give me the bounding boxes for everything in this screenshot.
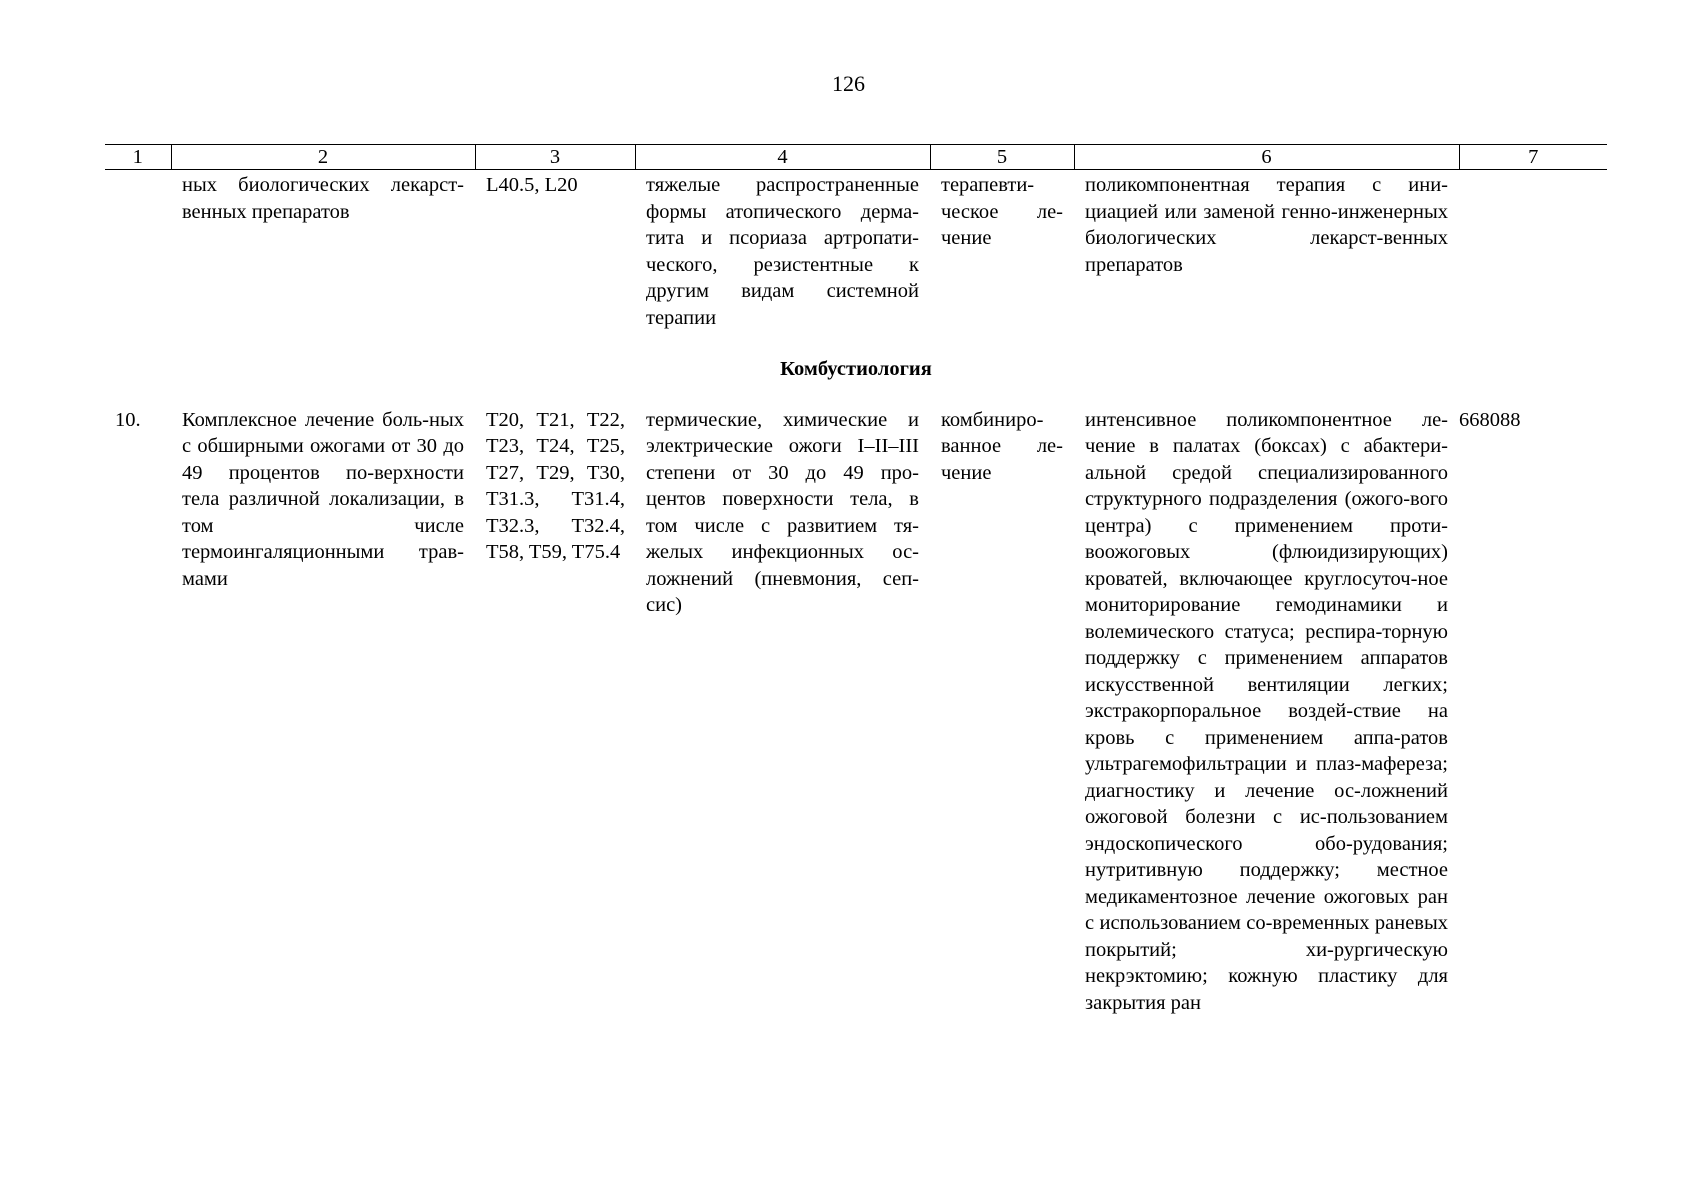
column-header-2: 2 bbox=[171, 145, 475, 170]
cell-treatment-type: комбиниро-ванное ле-чение bbox=[941, 408, 1063, 484]
column-header-1: 1 bbox=[105, 145, 171, 170]
cell-treatment-method: поликомпонентная терапия с ини-циацией или заменой генно-инженерных биологических лекарст-венных препаратов bbox=[1085, 174, 1448, 276]
section-heading-row bbox=[105, 331, 1607, 407]
table-row bbox=[105, 407, 1607, 1017]
column-header-5: 5 bbox=[930, 145, 1074, 170]
column-header-6: 6 bbox=[1074, 145, 1459, 170]
column-header-4: 4 bbox=[635, 145, 930, 170]
medical-care-table bbox=[105, 144, 1607, 1016]
section-heading: Комбустиология bbox=[780, 358, 932, 380]
cell-patient-model: тяжелые распространенные формы атопического дерма-тита и псориаза артропати-ческого, резистентные к другим видам системной терапии bbox=[646, 174, 919, 329]
cell-number bbox=[105, 170, 171, 332]
column-header-7: 7 bbox=[1459, 145, 1607, 170]
cell-price bbox=[1459, 170, 1607, 332]
cell-treatment-type: терапевти-ческое ле-чение bbox=[941, 174, 1063, 249]
column-header-3: 3 bbox=[475, 145, 635, 170]
column-number-header-row bbox=[105, 145, 1607, 170]
cell-patient-model: термические, химические и электрические ожоги I–II–III степени от 30 до 49 про-центов поверхности тела, в том числе с развитием тя-желых инфекционных ос-ложнений (пневмония, сеп-сис) bbox=[646, 408, 919, 616]
cell-treatment-method: интенсивное поликомпонентное ле-чение в палатах (боксах) с абактери-альной средой специализированного структурного подразделения (ожого-вого центра) с применением проти-воожоговых (флюидизирующих) кроватей, включающее круглосуточ-ное мониторирование гемодинамики и волемического статуса; респира-торную поддержку с применением аппаратов искусственной вентиляции легких; экстракорпоральное воздей-ствие на кровь с применением аппа-ратов ультрагемофильтрации и плаз-мафереза; диагностику и лечение ос-ложнений ожоговой болезни с ис-пользованием эндоскопического обо-рудования; нутритивную поддержку; местное медикаментозное лечение ожоговых ран с использованием со-временных раневых покрытий; хи-рургическую некрэктомию; кожную пластику для закрытия ран bbox=[1085, 408, 1448, 1014]
page-number: 126 bbox=[832, 71, 865, 96]
cell-price: 668088 bbox=[1459, 408, 1521, 431]
table-row bbox=[105, 170, 1607, 332]
cell-number: 10. bbox=[115, 408, 141, 431]
cell-care-name: ных биологических лекарст-венных препаратов bbox=[182, 174, 464, 223]
cell-care-name: Комплексное лечение боль-ных с обширными ожогами от 30 до 49 процентов по-верхности тела различной локализации, в том числе термоингаляционными трав-мами bbox=[182, 408, 464, 590]
cell-icd-codes: T20, T21, T22, T23, T24, T25, T27, T29, T30, T31.3, T31.4, T32.3, T32.4, T58, T59, T75.4 bbox=[486, 408, 625, 563]
cell-icd-codes: L40.5, L20 bbox=[486, 174, 578, 196]
